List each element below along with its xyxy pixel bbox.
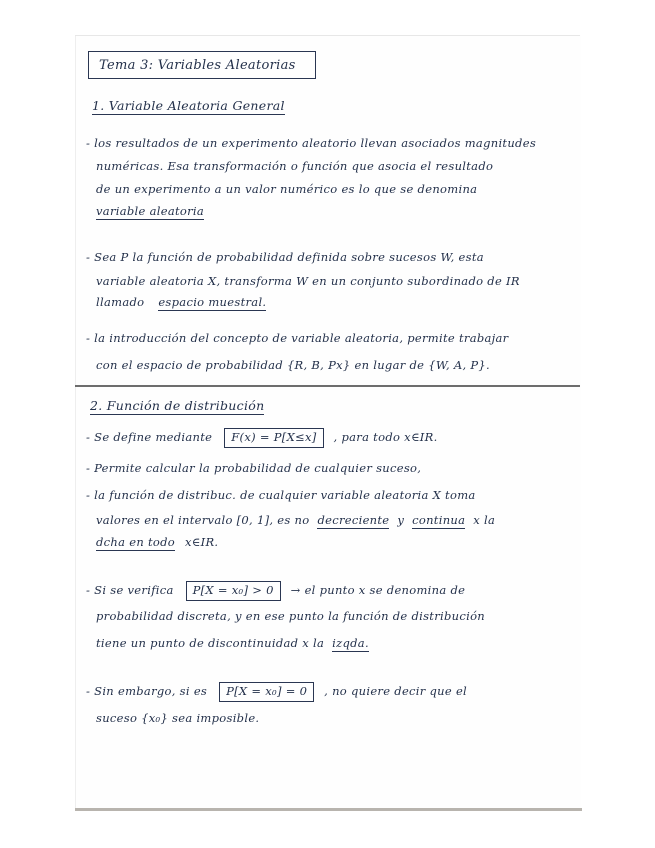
s2-b3-line3-end: x∈IR. — [185, 535, 219, 549]
s2-b1-line — [86, 428, 438, 448]
s1-b3-line2: con el espacio de probabilidad {R, B, Px} en lugar de {W, A, P}. — [96, 358, 490, 372]
s1-b1-line1: - los resultados de un experimento aleatorio llevan asociados magnitudes — [86, 136, 537, 150]
s2-b3-line2-b: y — [397, 513, 405, 527]
term-continua: continua — [412, 513, 466, 527]
s2-b4-post: → el punto x se denomina de — [290, 583, 466, 597]
sheet-bottom-edge — [75, 808, 582, 811]
term-izqda: izqda. — [332, 636, 369, 650]
s2-b2-line: - Permite calcular la probabilidad de cualquier suceso, — [86, 461, 422, 475]
s2-b4-line1 — [86, 581, 465, 601]
s2-b4-line3 — [96, 638, 369, 650]
term-dcha-en-todo: dcha en todo — [96, 535, 176, 549]
s2-b3-line2-c: x la — [473, 513, 496, 527]
s1-b1-line2: numéricas. Esa transformación o función que asocia el resultado — [96, 159, 494, 173]
s2-b5-pre: - Sin embargo, si es — [86, 684, 208, 698]
section2-heading — [90, 400, 264, 413]
s2-b5-line1 — [86, 682, 467, 702]
s2-b5-line2: suceso {x₀} sea imposible. — [96, 711, 260, 725]
term-espacio-muestral: espacio muestral. — [158, 295, 267, 309]
formula-discrete-point: P[X = x₀] > 0 — [186, 581, 281, 601]
s1-b2-line2: variable aleatoria X, transforma W en un conjunto subordinado de IR — [96, 274, 520, 288]
s2-b3-line2-a: valores en el intervalo [0, 1], es no — [96, 513, 310, 527]
sheet-top-edge — [75, 35, 580, 36]
section-divider — [75, 385, 580, 387]
s1-b2-line1: - Sea P la función de probabilidad definida sobre sucesos W, esta — [86, 250, 484, 264]
s2-b3-line2 — [96, 515, 495, 527]
title-box — [88, 51, 316, 79]
s2-b4-pre: - Si se verifica — [86, 583, 174, 597]
s1-b1-line3: de un experimento a un valor numérico es lo que se denomina — [96, 182, 478, 196]
s1-b3-line1: - la introducción del concepto de variable aleatoria, permite trabajar — [86, 331, 509, 345]
s2-b4-line2: probabilidad discreta, y en ese punto la función de distribución — [96, 609, 486, 623]
section1-heading-text: 1. Variable Aleatoria General — [92, 98, 285, 113]
page-title: Tema 3: Variables Aleatorias — [99, 58, 296, 73]
s2-b4-line3-a: tiene un punto de discontinuidad x la — [96, 636, 325, 650]
term-variable-aleatoria: variable aleatoria — [96, 204, 205, 218]
s2-b5-post: , no quiere decir que el — [324, 684, 468, 698]
section2-heading-text: 2. Función de distribución — [90, 398, 265, 413]
s2-b1-pre: - Se define mediante — [86, 430, 213, 444]
s2-b3-line3 — [96, 537, 218, 549]
s2-b3-line1: - la función de distribuc. de cualquier variable aleatoria X toma — [86, 488, 476, 502]
s1-b2-line3-text: llamado — [96, 295, 145, 309]
section1-heading — [92, 100, 285, 113]
formula-distribution-function: F(x) = P[X≤x] — [224, 428, 323, 448]
s1-b1-term — [96, 206, 204, 218]
s2-b1-post: , para todo x∈IR. — [333, 430, 438, 444]
s1-b2-line3 — [96, 297, 266, 309]
term-decreciente: decreciente — [317, 513, 390, 527]
formula-zero-probability: P[X = x₀] = 0 — [219, 682, 314, 702]
